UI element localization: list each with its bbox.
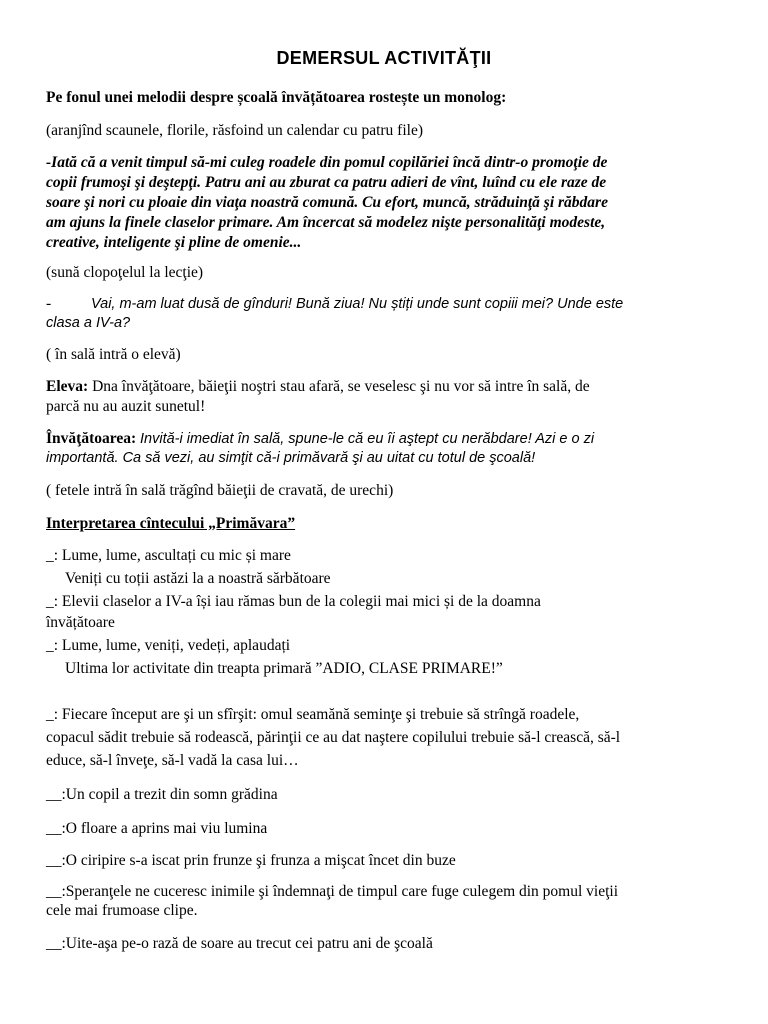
stage-direction: ( fetele intră în sală trăgînd băieţii de cravată, de urechi) — [46, 482, 394, 499]
intro-line: Pe fonul unei melodii despre școală învățătoarea rostește un monolog: — [46, 89, 507, 106]
dialog-text: Dna învăţătoare, băieţii noştri stau afară, se veselesc şi nu vor să intre în sală, de — [92, 378, 590, 395]
paragraph-line: copacul sădit trebuie să rodească, părinţii ce au dat naştere copilului trebuie să-l crească, să-l — [46, 729, 621, 746]
stage-direction: (aranjînd scaunele, florile, răsfoind un calendar cu patru file) — [46, 122, 423, 139]
monolog-line: creative, inteligente şi pline de omenie... — [46, 234, 302, 251]
monolog-line: -Iată că a venit timpul să-mi culeg roadele din pomul copilăriei încă dintr-o promoţie de — [46, 154, 608, 171]
lyric-line: _: Lume, lume, veniți, vedeți, aplaudați — [46, 637, 291, 654]
speaker-label: Învăţătoarea: — [46, 430, 137, 447]
monolog-line: am ajuns la finele claselor primare. Am încercat să modelez nişte personalităţi modeste, — [46, 214, 606, 231]
monolog-line: copii frumoşi şi deştepţi. Patru ani au zburat ca patru adieri de vînt, luînd cu ele raze de — [46, 174, 607, 191]
song-title: Interpretarea cîntecului „Primăvara” — [46, 515, 296, 532]
lyric-line: Ultima lor activitate din treapta primară ”ADIO, CLASE PRIMARE!” — [65, 660, 503, 677]
dash-marker: - — [46, 295, 52, 312]
dialog-text: Vai, m-am luat dusă de gînduri! Bună ziua! Nu știți unde sunt copiii mei? Unde este — [91, 296, 624, 312]
dialog-text: Invită-i imediat în sală, spune-le că eu îi aştept cu nerăbdare! Azi e o zi — [140, 431, 595, 447]
dialog-line: importantă. Ca să vezi, au simţit că-i primăvară şi au uitat cu totul de şcoală! — [46, 450, 536, 466]
lyric-line: _: Elevii claselor a IV-a își iau rămas bun de la colegii mai mici și de la doamna — [46, 593, 541, 610]
paragraph-line: educe, să-l înveţe, să-l vadă la casa lui… — [46, 752, 299, 769]
verse-line: cele mai frumoase clipe. — [46, 902, 198, 919]
stage-direction: (sună clopoţelul la lecţie) — [46, 264, 204, 281]
lyric-line: _: Lume, lume, ascultați cu mic și mare — [46, 547, 291, 564]
lyric-line: învățătoare — [46, 614, 115, 631]
lyric-line: Veniți cu toții astăzi la a noastră sărbătoare — [65, 570, 331, 587]
dialog-line — [46, 429, 736, 450]
dialog-line: parcă nu au auzit sunetul! — [46, 398, 206, 415]
speaker-label: Eleva: — [46, 378, 89, 395]
verse-line: __:O floare a aprins mai viu lumina — [46, 820, 268, 837]
verse-line: __:Speranţele ne cuceresc inimile şi îndemnaţi de timpul care fuge culegem din pomul vieţii — [46, 883, 619, 900]
verse-line: __:Uite-aşa pe-o rază de soare au trecut cei patru ani de şcoală — [46, 935, 433, 952]
document-title: DEMERSUL ACTIVITĂŢII — [276, 48, 492, 68]
dialog-line — [46, 377, 736, 397]
verse-line: __:O ciripire s-a iscat prin frunze şi frunza a mişcat încet din buze — [46, 852, 456, 869]
dialog-line — [46, 294, 736, 315]
stage-direction: ( în sală intră o elevă) — [46, 346, 181, 363]
dialog-line: clasa a IV-a? — [46, 315, 131, 331]
paragraph-line: _: Fiecare început are şi un sfîrşit: omul seamănă seminţe şi trebuie să strîngă roadele, — [46, 706, 580, 723]
verse-line: __:Un copil a trezit din somn grădina — [46, 786, 278, 803]
monolog-line: soare şi nori cu ploaie din viaţa noastră comună. Cu efort, muncă, străduinţă şi răbdare — [46, 194, 608, 211]
